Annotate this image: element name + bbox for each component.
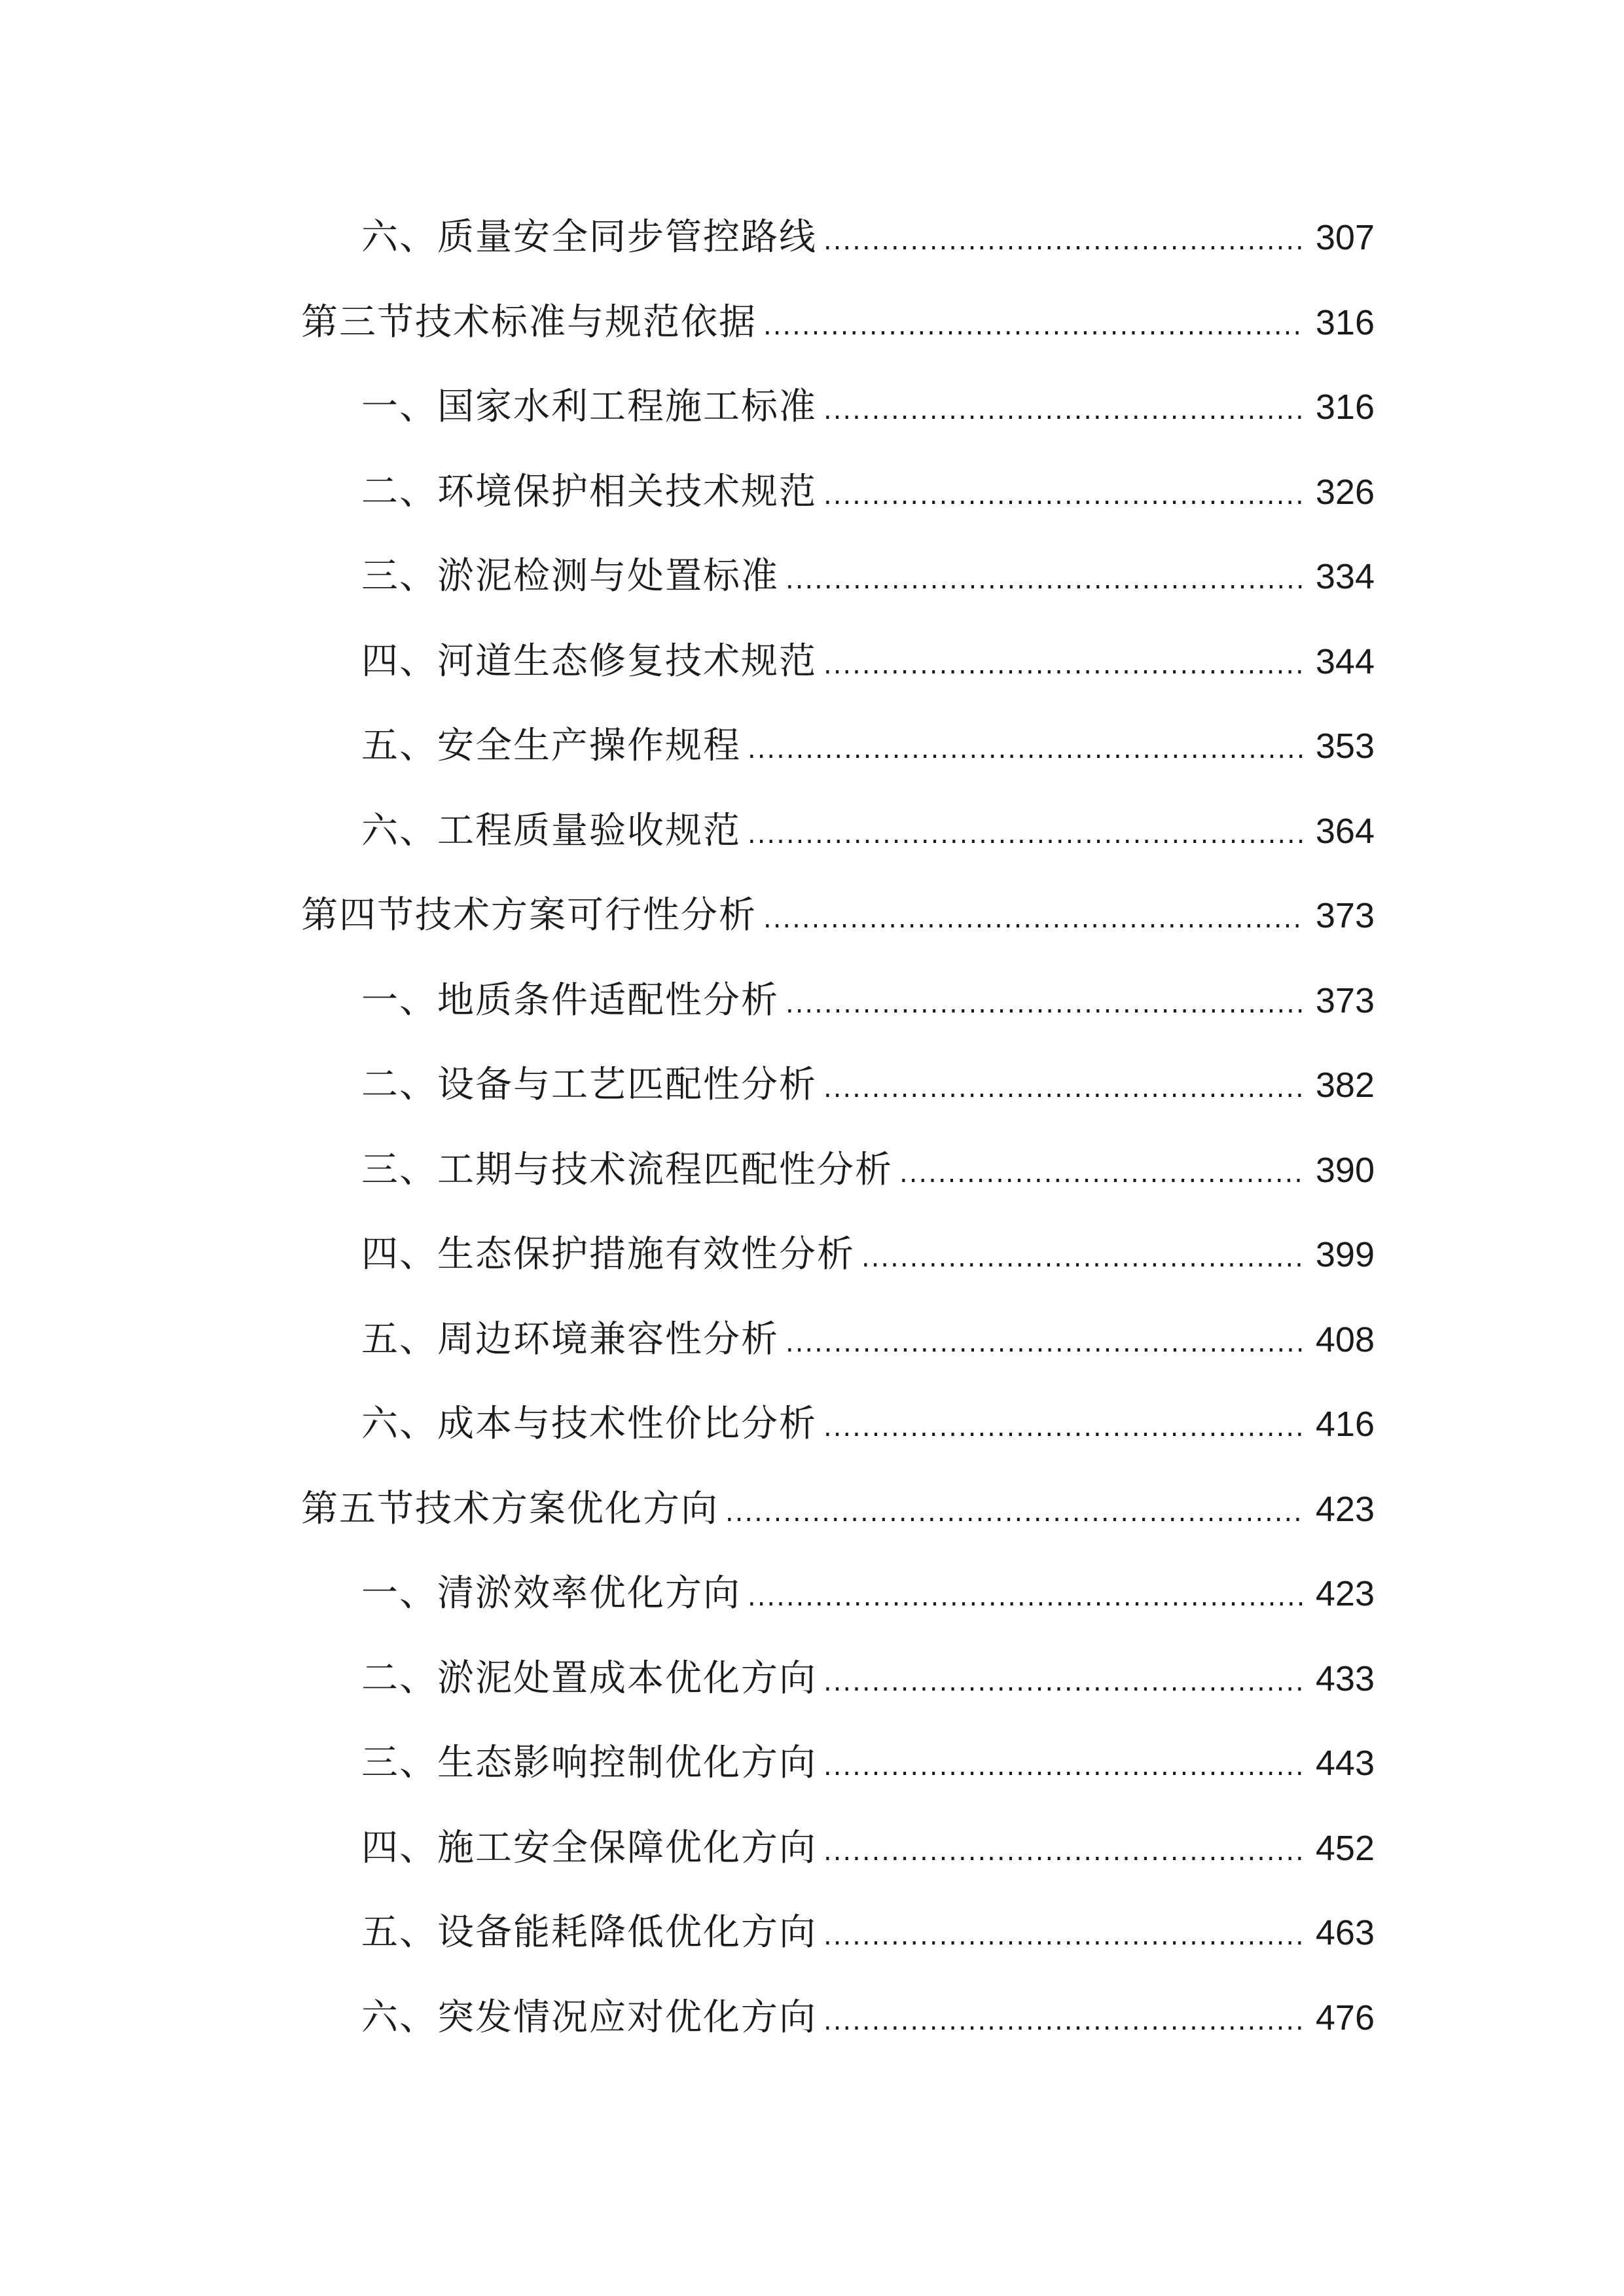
toc-page-number: 476 xyxy=(1315,1998,1375,2037)
toc-entry-title: 五、安全生产操作规程 xyxy=(361,725,741,767)
toc-dot-leader xyxy=(823,1737,1305,1796)
toc-entry-title: 第五节技术方案优化方向 xyxy=(301,1487,719,1530)
toc-entry-title: 第四节技术方案可行性分析 xyxy=(301,894,757,937)
toc-entry-title: 一、国家水利工程施工标准 xyxy=(361,386,817,428)
toc-entry[interactable] xyxy=(301,1903,1375,1988)
toc-dot-leader xyxy=(823,1907,1305,1965)
toc-entry-title: 六、成本与技术性价比分析 xyxy=(361,1403,817,1445)
toc-page-number: 423 xyxy=(1315,1489,1375,1529)
toc-entry-title: 四、生态保护措施有效性分析 xyxy=(361,1233,855,1276)
toc-page-number: 423 xyxy=(1315,1574,1375,1613)
toc-dot-leader xyxy=(763,296,1305,355)
toc-entry-title: 五、周边环境兼容性分析 xyxy=(361,1318,779,1361)
toc-dot-leader xyxy=(823,636,1305,694)
toc-page-number: 373 xyxy=(1315,896,1375,935)
toc-dot-leader xyxy=(899,1144,1305,1203)
toc-page-number: 334 xyxy=(1315,557,1375,596)
toc-dot-leader xyxy=(823,1059,1305,1118)
toc-entry[interactable] xyxy=(301,632,1375,717)
toc-entry[interactable] xyxy=(301,293,1375,378)
toc-entry[interactable] xyxy=(301,1225,1375,1310)
toc-entry-title: 一、地质条件适配性分析 xyxy=(361,978,779,1022)
toc-entry-title: 六、质量安全同步管控路线 xyxy=(361,216,817,259)
toc-dot-leader xyxy=(785,975,1305,1033)
toc-page-number: 433 xyxy=(1315,1659,1375,1698)
toc-dot-leader xyxy=(823,1992,1305,2051)
toc-page-number: 390 xyxy=(1315,1150,1375,1190)
toc-dot-leader xyxy=(785,1314,1305,1372)
toc-entry-title: 三、工期与技术流程匹配性分析 xyxy=(361,1148,893,1191)
table-of-contents xyxy=(301,208,1375,2073)
toc-entry[interactable] xyxy=(301,1988,1375,2073)
toc-entry[interactable] xyxy=(301,1056,1375,1141)
toc-entry[interactable] xyxy=(301,1141,1375,1226)
toc-page-number: 382 xyxy=(1315,1066,1375,1105)
toc-dot-leader xyxy=(823,381,1305,440)
toc-entry[interactable] xyxy=(301,886,1375,971)
toc-dot-leader xyxy=(763,889,1305,948)
toc-entry[interactable] xyxy=(301,1819,1375,1904)
toc-entry[interactable] xyxy=(301,971,1375,1056)
toc-entry[interactable] xyxy=(301,1480,1375,1565)
toc-dot-leader xyxy=(823,1398,1305,1457)
toc-dot-leader xyxy=(748,720,1305,779)
toc-dot-leader xyxy=(823,1653,1305,1712)
toc-entry[interactable] xyxy=(301,1564,1375,1649)
toc-page-number: 408 xyxy=(1315,1319,1375,1359)
toc-dot-leader xyxy=(823,211,1305,270)
toc-page-number: 353 xyxy=(1315,726,1375,766)
toc-entry[interactable] xyxy=(301,208,1375,293)
toc-entry[interactable] xyxy=(301,1734,1375,1819)
toc-dot-leader xyxy=(748,805,1305,864)
toc-entry[interactable] xyxy=(301,547,1375,632)
toc-entry[interactable] xyxy=(301,1310,1375,1395)
toc-entry-title: 二、设备与工艺匹配性分析 xyxy=(361,1064,817,1106)
toc-entry[interactable] xyxy=(301,1649,1375,1734)
toc-dot-leader xyxy=(823,466,1305,525)
toc-page-number: 416 xyxy=(1315,1405,1375,1444)
toc-page-number: 364 xyxy=(1315,811,1375,851)
toc-dot-leader xyxy=(785,550,1305,609)
toc-entry[interactable] xyxy=(301,378,1375,463)
toc-entry-title: 第三节技术标准与规范依据 xyxy=(301,300,757,344)
toc-page-number: 399 xyxy=(1315,1235,1375,1274)
toc-entry-title: 一、清淤效率优化方向 xyxy=(361,1572,741,1615)
toc-entry-title: 四、河道生态修复技术规范 xyxy=(361,639,817,683)
toc-entry-title: 四、施工安全保障优化方向 xyxy=(361,1826,817,1869)
toc-entry[interactable] xyxy=(301,802,1375,887)
toc-page-number: 443 xyxy=(1315,1744,1375,1783)
toc-dot-leader xyxy=(748,1568,1305,1626)
toc-page-number: 373 xyxy=(1315,980,1375,1020)
toc-page-number: 452 xyxy=(1315,1828,1375,1868)
toc-entry-title: 三、生态影响控制优化方向 xyxy=(361,1742,817,1784)
toc-dot-leader xyxy=(725,1483,1305,1542)
toc-dot-leader xyxy=(861,1229,1305,1287)
toc-dot-leader xyxy=(823,1822,1305,1881)
toc-entry-title: 二、环境保护相关技术规范 xyxy=(361,470,817,513)
toc-entry-title: 六、突发情况应对优化方向 xyxy=(361,1996,817,2039)
toc-entry-title: 三、淤泥检测与处置标准 xyxy=(361,555,779,598)
toc-entry-title: 六、工程质量验收规范 xyxy=(361,809,741,852)
toc-page-number: 344 xyxy=(1315,641,1375,681)
toc-entry[interactable] xyxy=(301,717,1375,802)
toc-page-number: 307 xyxy=(1315,218,1375,257)
toc-entry[interactable] xyxy=(301,1395,1375,1480)
toc-page-number: 316 xyxy=(1315,302,1375,342)
toc-page-number: 316 xyxy=(1315,387,1375,427)
toc-page-number: 326 xyxy=(1315,472,1375,512)
toc-entry-title: 五、设备能耗降低优化方向 xyxy=(361,1911,817,1954)
toc-page-number: 463 xyxy=(1315,1913,1375,1952)
toc-entry-title: 二、淤泥处置成本优化方向 xyxy=(361,1657,817,1700)
toc-entry[interactable] xyxy=(301,463,1375,548)
